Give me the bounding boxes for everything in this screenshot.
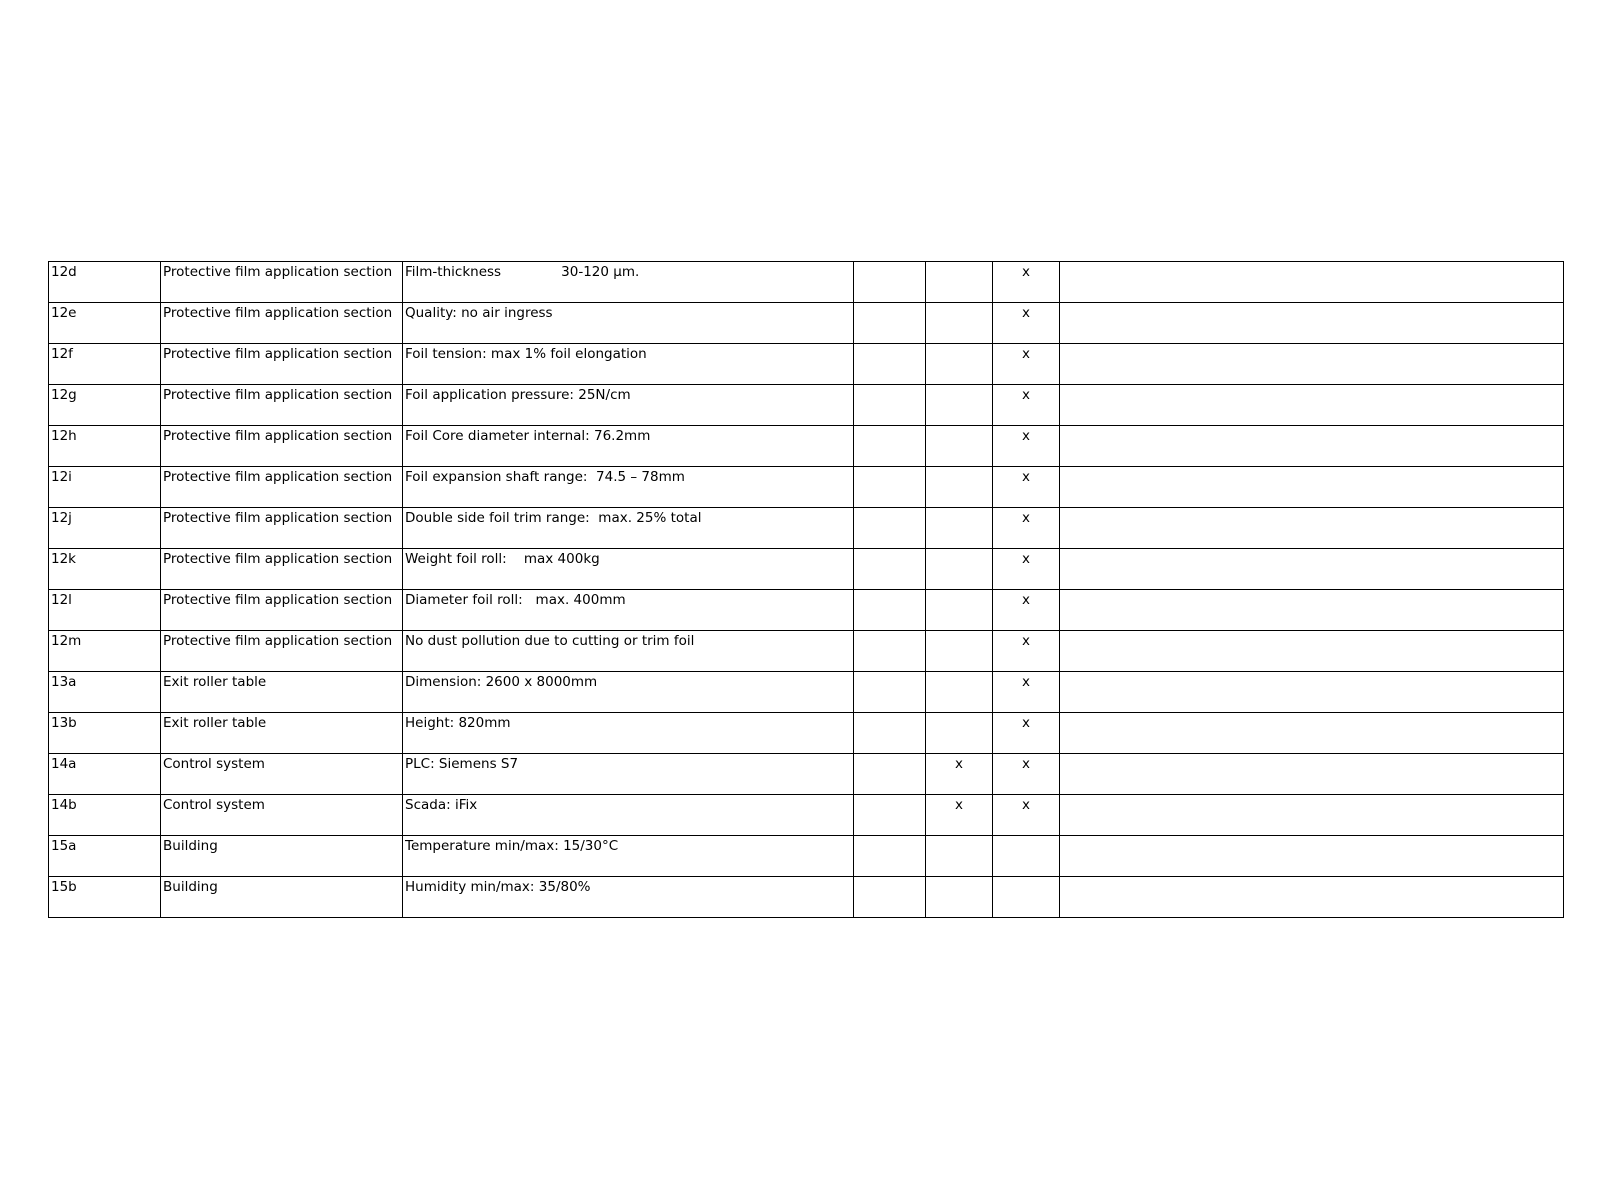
specification-cell: No dust pollution due to cutting or trim foil xyxy=(403,631,854,672)
section-cell: Protective film application section xyxy=(161,508,403,549)
specification-cell: Foil application pressure: 25N/cm xyxy=(403,385,854,426)
section-cell: Control system xyxy=(161,795,403,836)
specification-cell: Temperature min/max: 15/30°C xyxy=(403,836,854,877)
table-row xyxy=(49,549,1564,590)
item-id-cell: 13b xyxy=(49,713,161,754)
column-c-mark-cell: x xyxy=(993,385,1060,426)
column-a-mark-cell xyxy=(854,303,926,344)
section-cell: Exit roller table xyxy=(161,672,403,713)
table-row xyxy=(49,262,1564,303)
remarks-cell xyxy=(1060,672,1564,713)
column-b-mark-cell xyxy=(926,344,993,385)
specification-cell: Dimension: 2600 x 8000mm xyxy=(403,672,854,713)
column-b-mark-cell xyxy=(926,508,993,549)
column-a-mark-cell xyxy=(854,508,926,549)
remarks-cell xyxy=(1060,590,1564,631)
remarks-cell xyxy=(1060,631,1564,672)
remarks-cell xyxy=(1060,467,1564,508)
column-a-mark-cell xyxy=(854,877,926,918)
item-id-cell: 12d xyxy=(49,262,161,303)
remarks-cell xyxy=(1060,508,1564,549)
specification-cell: Quality: no air ingress xyxy=(403,303,854,344)
section-cell: Control system xyxy=(161,754,403,795)
item-id-cell: 12h xyxy=(49,426,161,467)
item-id-cell: 15b xyxy=(49,877,161,918)
table-row xyxy=(49,713,1564,754)
column-c-mark-cell: x xyxy=(993,672,1060,713)
column-c-mark-cell: x xyxy=(993,344,1060,385)
column-b-mark-cell xyxy=(926,467,993,508)
column-b-mark-cell xyxy=(926,713,993,754)
table-row xyxy=(49,631,1564,672)
section-cell: Protective film application section xyxy=(161,467,403,508)
item-id-cell: 12k xyxy=(49,549,161,590)
column-b-mark-cell xyxy=(926,426,993,467)
column-b-mark-cell xyxy=(926,303,993,344)
column-b-mark-cell xyxy=(926,672,993,713)
specification-cell: Diameter foil roll: max. 400mm xyxy=(403,590,854,631)
table-row xyxy=(49,795,1564,836)
remarks-cell xyxy=(1060,754,1564,795)
item-id-cell: 12l xyxy=(49,590,161,631)
specification-cell: Foil Core diameter internal: 76.2mm xyxy=(403,426,854,467)
section-cell: Building xyxy=(161,877,403,918)
column-c-mark-cell xyxy=(993,836,1060,877)
section-cell: Protective film application section xyxy=(161,631,403,672)
section-cell: Protective film application section xyxy=(161,549,403,590)
remarks-cell xyxy=(1060,303,1564,344)
table-row xyxy=(49,385,1564,426)
column-b-mark-cell xyxy=(926,631,993,672)
section-cell: Exit roller table xyxy=(161,713,403,754)
remarks-cell xyxy=(1060,877,1564,918)
column-c-mark-cell: x xyxy=(993,549,1060,590)
specification-cell: Weight foil roll: max 400kg xyxy=(403,549,854,590)
item-id-cell: 12g xyxy=(49,385,161,426)
column-a-mark-cell xyxy=(854,262,926,303)
specification-cell: PLC: Siemens S7 xyxy=(403,754,854,795)
remarks-cell xyxy=(1060,713,1564,754)
table-row xyxy=(49,344,1564,385)
column-b-mark-cell: x xyxy=(926,754,993,795)
table-row xyxy=(49,303,1564,344)
item-id-cell: 12m xyxy=(49,631,161,672)
specification-cell: Film-thickness 30-120 µm. xyxy=(403,262,854,303)
specification-cell: Foil expansion shaft range: 74.5 – 78mm xyxy=(403,467,854,508)
column-a-mark-cell xyxy=(854,549,926,590)
section-cell: Protective film application section xyxy=(161,262,403,303)
remarks-cell xyxy=(1060,426,1564,467)
column-b-mark-cell xyxy=(926,836,993,877)
column-c-mark-cell: x xyxy=(993,795,1060,836)
remarks-cell xyxy=(1060,836,1564,877)
table-row xyxy=(49,590,1564,631)
section-cell: Protective film application section xyxy=(161,385,403,426)
column-c-mark-cell: x xyxy=(993,631,1060,672)
item-id-cell: 12e xyxy=(49,303,161,344)
table-row xyxy=(49,836,1564,877)
column-b-mark-cell xyxy=(926,549,993,590)
column-b-mark-cell: x xyxy=(926,795,993,836)
specification-table xyxy=(48,261,1564,918)
table-row xyxy=(49,877,1564,918)
column-c-mark-cell xyxy=(993,877,1060,918)
remarks-cell xyxy=(1060,549,1564,590)
item-id-cell: 12f xyxy=(49,344,161,385)
section-cell: Protective film application section xyxy=(161,590,403,631)
column-a-mark-cell xyxy=(854,426,926,467)
remarks-cell xyxy=(1060,262,1564,303)
column-c-mark-cell: x xyxy=(993,467,1060,508)
table-row xyxy=(49,467,1564,508)
column-a-mark-cell xyxy=(854,795,926,836)
section-cell: Protective film application section xyxy=(161,344,403,385)
column-b-mark-cell xyxy=(926,262,993,303)
remarks-cell xyxy=(1060,344,1564,385)
table-row xyxy=(49,426,1564,467)
item-id-cell: 13a xyxy=(49,672,161,713)
column-a-mark-cell xyxy=(854,631,926,672)
section-cell: Building xyxy=(161,836,403,877)
specification-cell: Height: 820mm xyxy=(403,713,854,754)
remarks-cell xyxy=(1060,795,1564,836)
column-b-mark-cell xyxy=(926,385,993,426)
table-row xyxy=(49,672,1564,713)
specification-cell: Double side foil trim range: max. 25% total xyxy=(403,508,854,549)
section-cell: Protective film application section xyxy=(161,426,403,467)
column-c-mark-cell: x xyxy=(993,426,1060,467)
column-b-mark-cell xyxy=(926,877,993,918)
column-c-mark-cell: x xyxy=(993,508,1060,549)
item-id-cell: 14b xyxy=(49,795,161,836)
column-c-mark-cell: x xyxy=(993,262,1060,303)
column-a-mark-cell xyxy=(854,385,926,426)
column-b-mark-cell xyxy=(926,590,993,631)
column-c-mark-cell: x xyxy=(993,713,1060,754)
column-a-mark-cell xyxy=(854,467,926,508)
column-a-mark-cell xyxy=(854,836,926,877)
item-id-cell: 14a xyxy=(49,754,161,795)
column-c-mark-cell: x xyxy=(993,590,1060,631)
table-row xyxy=(49,754,1564,795)
item-id-cell: 12j xyxy=(49,508,161,549)
column-a-mark-cell xyxy=(854,672,926,713)
item-id-cell: 12i xyxy=(49,467,161,508)
column-a-mark-cell xyxy=(854,754,926,795)
column-a-mark-cell xyxy=(854,590,926,631)
specification-cell: Scada: iFix xyxy=(403,795,854,836)
section-cell: Protective film application section xyxy=(161,303,403,344)
column-a-mark-cell xyxy=(854,344,926,385)
item-id-cell: 15a xyxy=(49,836,161,877)
remarks-cell xyxy=(1060,385,1564,426)
column-a-mark-cell xyxy=(854,713,926,754)
column-c-mark-cell: x xyxy=(993,754,1060,795)
column-c-mark-cell: x xyxy=(993,303,1060,344)
specification-cell: Humidity min/max: 35/80% xyxy=(403,877,854,918)
table-row xyxy=(49,508,1564,549)
specification-cell: Foil tension: max 1% foil elongation xyxy=(403,344,854,385)
